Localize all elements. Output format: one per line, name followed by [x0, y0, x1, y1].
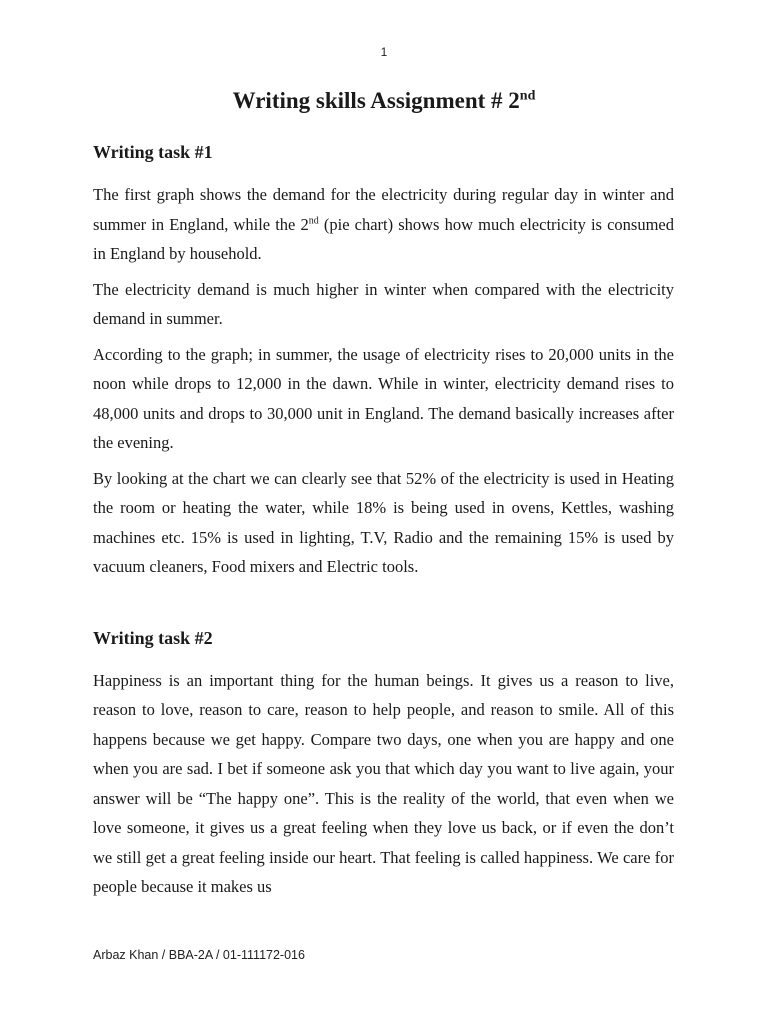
- document-title: [0, 86, 768, 116]
- page-number: 1: [380, 45, 388, 59]
- task1-paragraph-1-text-a: The first graph shows the demand for the electricity during regular day in winter and summer in England, while the 2: [93, 185, 674, 234]
- task2-paragraph-1: Happiness is an important thing for the human beings. It gives us a reason to live, reason to love, reason to care, reason to help people, and reason to smile. All of this happens because we get happy. Compare two days, one when you are happy and one when you are sad. I bet if someone ask you that which day you want to live again, your answer will be “The happy one”. This is the reality of the world, that even when we love someone, it gives us a great feeling when they love us back, or if even the don’t we still get a great feeling inside our heart. That feeling is called happiness. We care for people because it makes us: [93, 670, 674, 896]
- section-spacer: [93, 588, 674, 624]
- document-title-text: Writing skills Assignment # 2: [232, 88, 520, 113]
- task1-paragraph-3: According to the graph; in summer, the usage of electricity rises to 20,000 units in the noon while drops to 12,000 in the dawn. While in winter, electricity demand rises to 48,000 units and drops to 30,000 unit in England. The demand basically increases after the evening.: [93, 344, 674, 452]
- task1-heading: Writing task #1: [93, 142, 213, 162]
- task1-paragraph-1-text-b: (pie chart) shows how much electricity is consumed in England by household.: [93, 214, 674, 263]
- task1-paragraph-2: The electricity demand is much higher in winter when compared with the electricity demand in summer.: [93, 279, 674, 328]
- page-footer: Arbaz Khan / BBA-2A / 01-111172-016: [93, 948, 305, 962]
- task2-heading: Writing task #2: [93, 627, 213, 648]
- task1-paragraph-4: By looking at the chart we can clearly see that 52% of the electricity is used in Heating the room or heating the water, while 18% is being used in ovens, Kettles, washing machines etc. 15% is used in lighting, T.V, Radio and the remaining 15% is used by vacuum cleaners, Food mixers and Electric tools.: [93, 468, 674, 576]
- task1-paragraph-1: [93, 180, 674, 269]
- document-body: [93, 138, 674, 908]
- task1-paragraph-1-superscript: nd: [308, 215, 319, 226]
- document-title-superscript: nd: [519, 88, 536, 104]
